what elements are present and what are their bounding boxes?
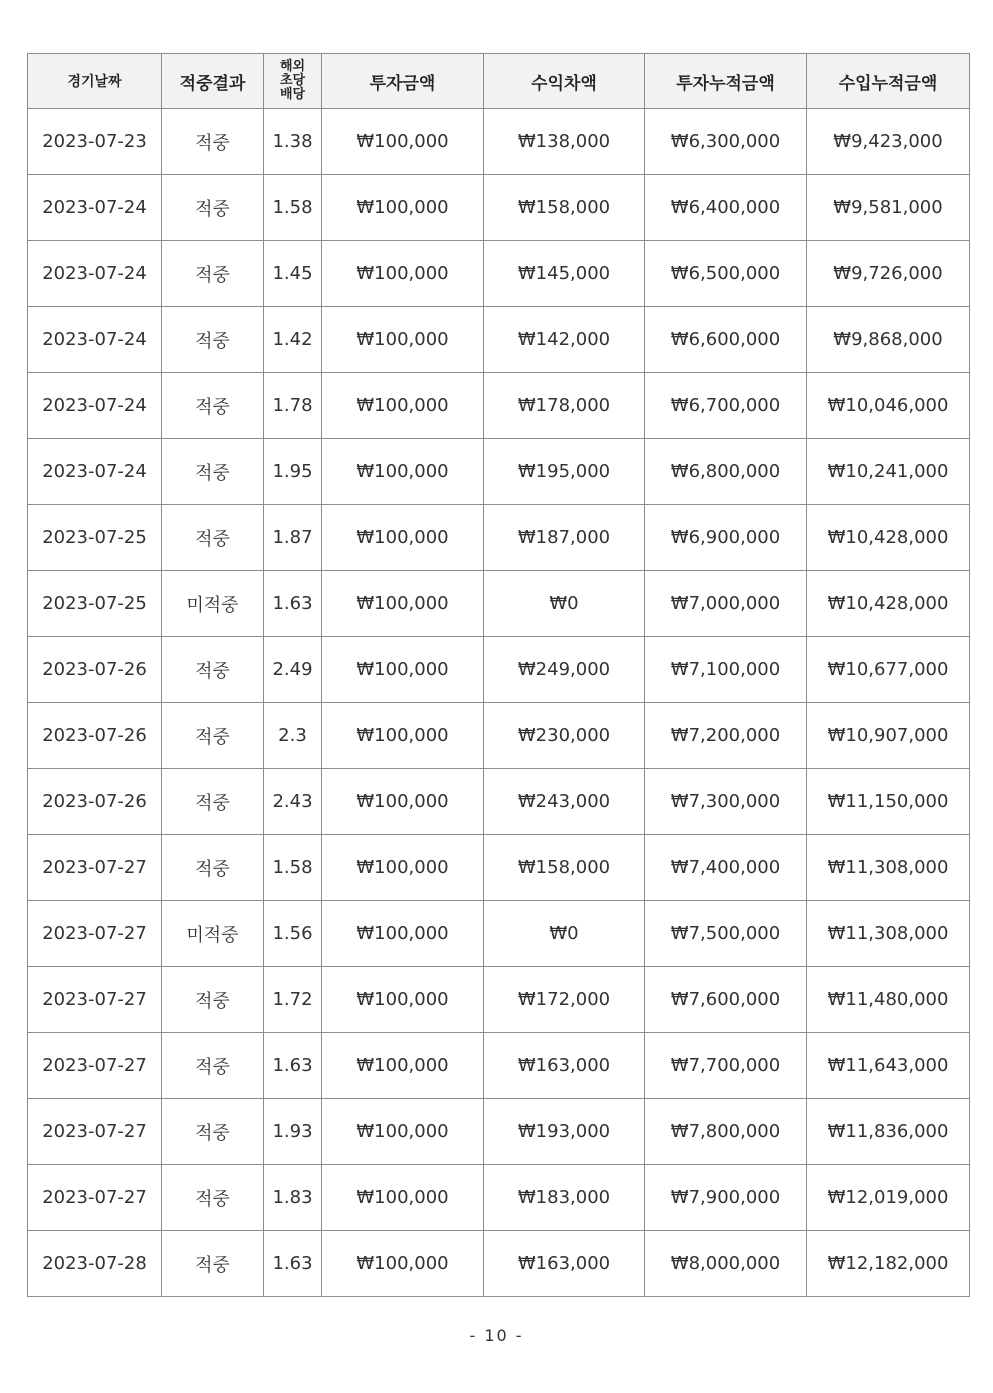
header-cumulative-income: 수입누적금액 (807, 54, 970, 109)
cell-cumulative-income: ₩11,308,000 (807, 835, 970, 901)
cell-odds: 1.63 (264, 1033, 322, 1099)
cell-odds: 1.78 (264, 373, 322, 439)
table-row (28, 241, 970, 307)
cell-result: 적중 (162, 835, 264, 901)
header-odds (264, 54, 322, 109)
cell-date: 2023-07-27 (28, 835, 162, 901)
cell-cumulative-stake: ₩7,400,000 (645, 835, 807, 901)
cell-cumulative-stake: ₩7,200,000 (645, 703, 807, 769)
cell-result: 적중 (162, 1165, 264, 1231)
cell-result: 적중 (162, 241, 264, 307)
cell-cumulative-stake: ₩7,700,000 (645, 1033, 807, 1099)
cell-odds: 2.3 (264, 703, 322, 769)
cell-result: 적중 (162, 703, 264, 769)
cell-profit: ₩249,000 (484, 637, 645, 703)
cell-profit: ₩163,000 (484, 1231, 645, 1297)
table-row (28, 109, 970, 175)
table-row (28, 307, 970, 373)
header-date: 경기날짜 (28, 54, 162, 109)
header-row (28, 54, 970, 109)
cell-cumulative-income: ₩10,907,000 (807, 703, 970, 769)
cell-cumulative-stake: ₩6,600,000 (645, 307, 807, 373)
cell-odds: 1.72 (264, 967, 322, 1033)
cell-odds: 1.58 (264, 175, 322, 241)
cell-stake: ₩100,000 (322, 571, 484, 637)
cell-cumulative-income: ₩12,019,000 (807, 1165, 970, 1231)
table-row (28, 967, 970, 1033)
cell-odds: 1.56 (264, 901, 322, 967)
cell-odds: 2.43 (264, 769, 322, 835)
cell-odds: 1.87 (264, 505, 322, 571)
header-odds-line-1: 해외 (279, 59, 306, 74)
cell-odds: 1.83 (264, 1165, 322, 1231)
cell-date: 2023-07-25 (28, 571, 162, 637)
cell-date: 2023-07-23 (28, 109, 162, 175)
header-stake: 투자금액 (322, 54, 484, 109)
header-cumulative-stake: 투자누적금액 (645, 54, 807, 109)
cell-date: 2023-07-24 (28, 175, 162, 241)
table-row (28, 1099, 970, 1165)
cell-profit: ₩243,000 (484, 769, 645, 835)
cell-cumulative-income: ₩10,241,000 (807, 439, 970, 505)
cell-stake: ₩100,000 (322, 241, 484, 307)
cell-cumulative-stake: ₩7,000,000 (645, 571, 807, 637)
cell-date: 2023-07-27 (28, 1165, 162, 1231)
cell-result: 적중 (162, 439, 264, 505)
cell-date: 2023-07-25 (28, 505, 162, 571)
cell-date: 2023-07-24 (28, 373, 162, 439)
cell-date: 2023-07-27 (28, 1033, 162, 1099)
cell-cumulative-stake: ₩7,900,000 (645, 1165, 807, 1231)
cell-odds: 2.49 (264, 637, 322, 703)
cell-stake: ₩100,000 (322, 1165, 484, 1231)
cell-cumulative-stake: ₩8,000,000 (645, 1231, 807, 1297)
table-row (28, 769, 970, 835)
cell-profit: ₩138,000 (484, 109, 645, 175)
cell-cumulative-income: ₩9,868,000 (807, 307, 970, 373)
cell-stake: ₩100,000 (322, 1099, 484, 1165)
cell-stake: ₩100,000 (322, 1231, 484, 1297)
cell-cumulative-income: ₩10,428,000 (807, 505, 970, 571)
cell-profit: ₩158,000 (484, 175, 645, 241)
cell-profit: ₩145,000 (484, 241, 645, 307)
cell-stake: ₩100,000 (322, 439, 484, 505)
cell-stake: ₩100,000 (322, 175, 484, 241)
cell-date: 2023-07-24 (28, 439, 162, 505)
cell-stake: ₩100,000 (322, 109, 484, 175)
cell-cumulative-income: ₩11,643,000 (807, 1033, 970, 1099)
cell-cumulative-income: ₩10,677,000 (807, 637, 970, 703)
cell-date: 2023-07-26 (28, 769, 162, 835)
cell-odds: 1.63 (264, 571, 322, 637)
cell-result: 적중 (162, 1099, 264, 1165)
cell-stake: ₩100,000 (322, 637, 484, 703)
cell-stake: ₩100,000 (322, 901, 484, 967)
cell-profit: ₩183,000 (484, 1165, 645, 1231)
cell-odds: 1.93 (264, 1099, 322, 1165)
cell-stake: ₩100,000 (322, 505, 484, 571)
cell-odds: 1.63 (264, 1231, 322, 1297)
table-header (28, 54, 970, 109)
table-row (28, 571, 970, 637)
cell-date: 2023-07-28 (28, 1231, 162, 1297)
cell-result: 적중 (162, 1231, 264, 1297)
cell-cumulative-stake: ₩6,300,000 (645, 109, 807, 175)
cell-odds: 1.38 (264, 109, 322, 175)
cell-cumulative-stake: ₩7,600,000 (645, 967, 807, 1033)
cell-cumulative-stake: ₩6,700,000 (645, 373, 807, 439)
cell-cumulative-income: ₩10,046,000 (807, 373, 970, 439)
table-row (28, 373, 970, 439)
cell-result: 적중 (162, 967, 264, 1033)
cell-cumulative-stake: ₩7,500,000 (645, 901, 807, 967)
cell-cumulative-stake: ₩7,300,000 (645, 769, 807, 835)
cell-result: 적중 (162, 1033, 264, 1099)
header-profit: 수익차액 (484, 54, 645, 109)
table-row (28, 901, 970, 967)
table-row (28, 175, 970, 241)
cell-cumulative-income: ₩11,308,000 (807, 901, 970, 967)
betting-ledger-table (27, 53, 970, 1297)
cell-stake: ₩100,000 (322, 703, 484, 769)
page-number: - 10 - (469, 1326, 524, 1345)
cell-cumulative-stake: ₩7,100,000 (645, 637, 807, 703)
table-row (28, 439, 970, 505)
cell-cumulative-income: ₩9,423,000 (807, 109, 970, 175)
cell-date: 2023-07-27 (28, 967, 162, 1033)
cell-profit: ₩158,000 (484, 835, 645, 901)
cell-cumulative-stake: ₩6,400,000 (645, 175, 807, 241)
cell-profit: ₩0 (484, 571, 645, 637)
cell-date: 2023-07-26 (28, 637, 162, 703)
cell-result: 적중 (162, 175, 264, 241)
cell-result: 적중 (162, 505, 264, 571)
table-body (28, 109, 970, 1297)
cell-cumulative-stake: ₩7,800,000 (645, 1099, 807, 1165)
cell-odds: 1.58 (264, 835, 322, 901)
cell-cumulative-income: ₩9,726,000 (807, 241, 970, 307)
cell-cumulative-stake: ₩6,900,000 (645, 505, 807, 571)
cell-stake: ₩100,000 (322, 967, 484, 1033)
cell-result: 적중 (162, 109, 264, 175)
cell-stake: ₩100,000 (322, 1033, 484, 1099)
header-result: 적중결과 (162, 54, 264, 109)
table-row (28, 1231, 970, 1297)
cell-profit: ₩230,000 (484, 703, 645, 769)
cell-odds: 1.95 (264, 439, 322, 505)
cell-result: 적중 (162, 769, 264, 835)
cell-date: 2023-07-24 (28, 307, 162, 373)
cell-stake: ₩100,000 (322, 307, 484, 373)
cell-cumulative-income: ₩12,182,000 (807, 1231, 970, 1297)
cell-cumulative-income: ₩11,836,000 (807, 1099, 970, 1165)
cell-result: 적중 (162, 373, 264, 439)
cell-profit: ₩0 (484, 901, 645, 967)
cell-date: 2023-07-27 (28, 1099, 162, 1165)
table-row (28, 703, 970, 769)
cell-profit: ₩178,000 (484, 373, 645, 439)
table-row (28, 835, 970, 901)
cell-profit: ₩142,000 (484, 307, 645, 373)
table-row (28, 1033, 970, 1099)
cell-profit: ₩172,000 (484, 967, 645, 1033)
cell-stake: ₩100,000 (322, 835, 484, 901)
cell-date: 2023-07-27 (28, 901, 162, 967)
cell-result: 적중 (162, 637, 264, 703)
cell-profit: ₩187,000 (484, 505, 645, 571)
cell-cumulative-income: ₩9,581,000 (807, 175, 970, 241)
table-row (28, 1165, 970, 1231)
cell-cumulative-stake: ₩6,800,000 (645, 439, 807, 505)
cell-profit: ₩195,000 (484, 439, 645, 505)
cell-date: 2023-07-26 (28, 703, 162, 769)
cell-profit: ₩163,000 (484, 1033, 645, 1099)
cell-date: 2023-07-24 (28, 241, 162, 307)
table-row (28, 505, 970, 571)
cell-result: 미적중 (162, 901, 264, 967)
header-odds-line-2: 초당 (279, 73, 306, 88)
cell-stake: ₩100,000 (322, 769, 484, 835)
cell-cumulative-income: ₩11,150,000 (807, 769, 970, 835)
cell-stake: ₩100,000 (322, 373, 484, 439)
cell-result: 미적중 (162, 571, 264, 637)
cell-odds: 1.42 (264, 307, 322, 373)
header-odds-line-3: 배당 (279, 87, 306, 102)
table-row (28, 637, 970, 703)
cell-odds: 1.45 (264, 241, 322, 307)
cell-profit: ₩193,000 (484, 1099, 645, 1165)
cell-cumulative-income: ₩10,428,000 (807, 571, 970, 637)
cell-cumulative-stake: ₩6,500,000 (645, 241, 807, 307)
cell-cumulative-income: ₩11,480,000 (807, 967, 970, 1033)
cell-result: 적중 (162, 307, 264, 373)
